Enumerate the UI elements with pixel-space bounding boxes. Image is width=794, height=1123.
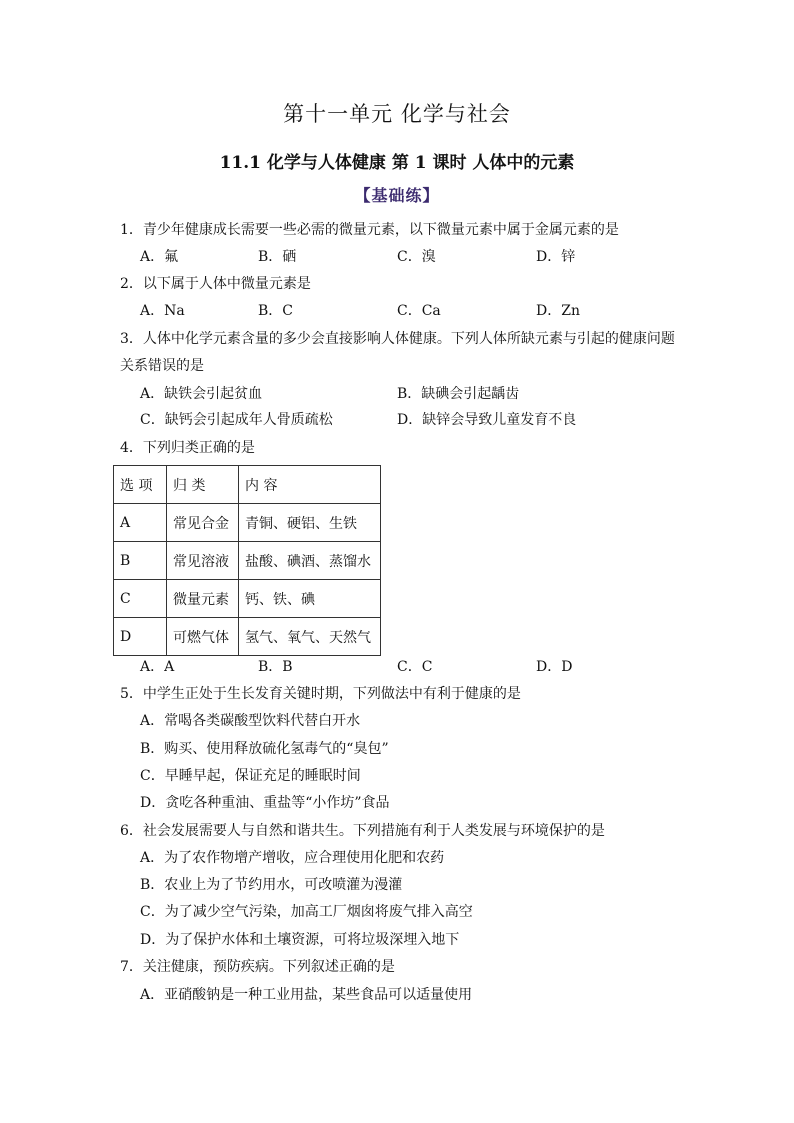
q1-option-d: D．锌: [536, 249, 576, 265]
table-cell: 微量元素: [167, 580, 239, 618]
question-4: 4．下列归类正确的是: [120, 440, 255, 456]
table-header-row: [114, 466, 381, 504]
q1-option-c: C．溴: [397, 249, 436, 265]
q3-option-b: B．缺碘会引起龋齿: [397, 386, 520, 402]
table-cell: 钙、铁、碘: [239, 580, 381, 618]
q5-option-b: B．购买、使用释放硫化氢毒气的“臭包”: [140, 741, 389, 757]
table-cell: B: [114, 542, 167, 580]
q5-option-a: A．常喝各类碳酸型饮料代替白开水: [140, 713, 361, 729]
table-cell: A: [114, 504, 167, 542]
q7-option-a: A．亚硝酸钠是一种工业用盐，某些食品可以适量使用: [140, 987, 473, 1003]
q5-option-c: C．早睡早起，保证充足的睡眠时间: [140, 768, 361, 784]
question-1: 1．青少年健康成长需要一些必需的微量元素，以下微量元素中属于金属元素的是: [120, 222, 619, 238]
table-header-cell: 归 类: [167, 466, 239, 504]
q6-option-a: A．为了农作物增产增收，应合理使用化肥和农药: [140, 850, 445, 866]
q3-option-d: D．缺锌会导致儿童发育不良: [397, 412, 577, 428]
question-7: 7．关注健康，预防疾病。下列叙述正确的是: [120, 959, 395, 975]
lesson-subtitle: 11.1 化学与人体健康 第 1 课时 人体中的元素: [219, 153, 575, 173]
q3-option-a: A．缺铁会引起贫血: [140, 386, 263, 402]
question-3-cont: 关系错误的是: [120, 358, 204, 374]
table-cell: 氢气、氧气、天然气: [239, 618, 381, 656]
section-heading: 【基础练】: [354, 186, 440, 205]
q5-option-d: D．贪吃各种重油、重盐等“小作坊”食品: [140, 795, 390, 811]
question-3: 3．人体中化学元素含量的多少会直接影响人体健康。下列人体所缺元素与引起的健康问题: [120, 331, 675, 347]
table-row: [114, 618, 381, 656]
question-2: 2．以下属于人体中微量元素是: [120, 276, 311, 292]
q2-option-a: A．Na: [140, 303, 185, 319]
table-cell: 可燃气体: [167, 618, 239, 656]
classification-table: [113, 465, 381, 656]
q4-option-d: D．D: [536, 659, 573, 675]
q2-option-c: C．Ca: [397, 303, 441, 319]
table-header-cell: 选 项: [114, 466, 167, 504]
table-cell: C: [114, 580, 167, 618]
q4-option-c: C．C: [397, 659, 433, 675]
q4-option-a: A．A: [140, 659, 175, 675]
q3-option-c: C．缺钙会引起成年人骨质疏松: [140, 412, 333, 428]
table-cell: 常见溶液: [167, 542, 239, 580]
table-header-cell: 内 容: [239, 466, 381, 504]
q6-option-d: D．为了保护水体和土壤资源，可将垃圾深埋入地下: [140, 932, 460, 948]
question-6: 6．社会发展需要人与自然和谐共生。下列措施有利于人类发展与环境保护的是: [120, 823, 605, 839]
q1-option-b: B．硒: [258, 249, 297, 265]
q2-option-d: D．Zn: [536, 303, 580, 319]
question-5: 5．中学生正处于生长发育关键时期，下列做法中有利于健康的是: [120, 686, 521, 702]
table-cell: 青铜、硬铝、生铁: [239, 504, 381, 542]
q6-option-c: C．为了减少空气污染，加高工厂烟囱将废气排入高空: [140, 904, 473, 920]
table-row: [114, 504, 381, 542]
q6-option-b: B．农业上为了节约用水，可改喷灌为漫灌: [140, 877, 403, 893]
table-row: [114, 542, 381, 580]
table-row: [114, 580, 381, 618]
page-title: 第十一单元 化学与社会: [283, 102, 511, 126]
table-cell: 常见合金: [167, 504, 239, 542]
q1-option-a: A．氟: [140, 249, 179, 265]
q2-option-b: B．C: [258, 303, 293, 319]
table-cell: 盐酸、碘酒、蒸馏水: [239, 542, 381, 580]
table-cell: D: [114, 618, 167, 656]
q4-option-b: B．B: [258, 659, 293, 675]
